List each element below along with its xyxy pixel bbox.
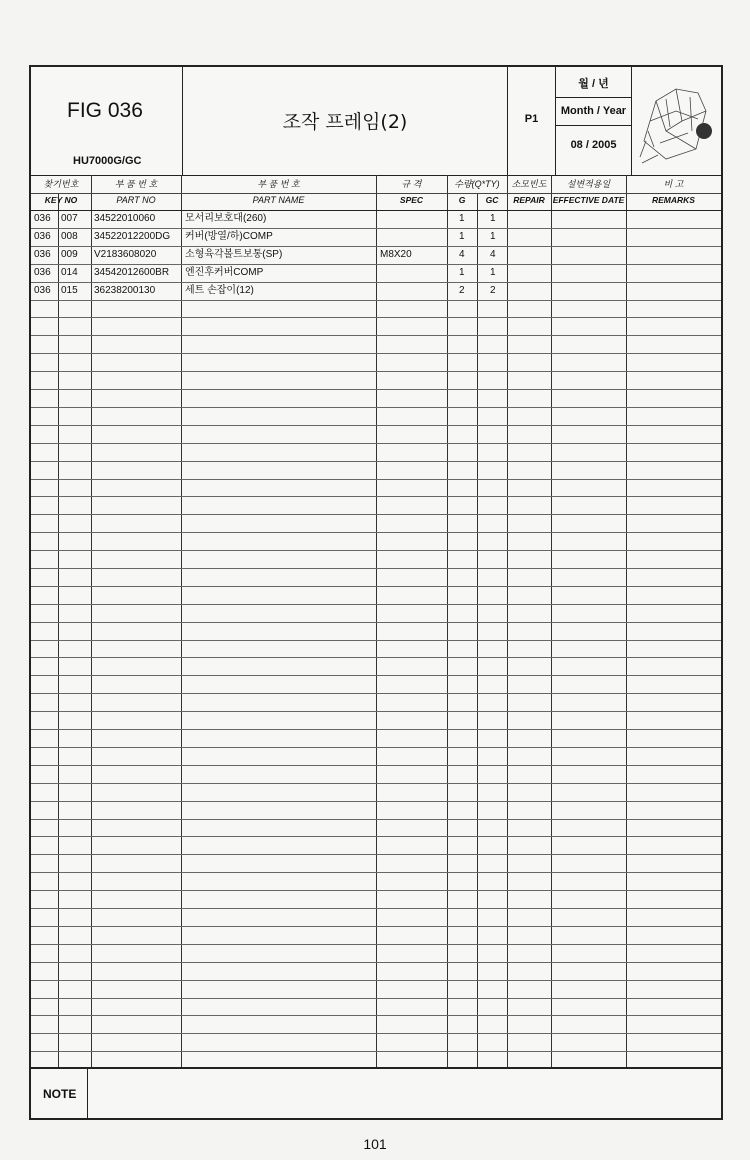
col-partno-ko: 부 품 번 호 bbox=[114, 179, 158, 189]
row-rule bbox=[31, 335, 721, 336]
row-rule bbox=[31, 675, 721, 676]
row-qty-g: 1 bbox=[459, 267, 465, 278]
col-repair-en: REPAIR bbox=[513, 195, 545, 205]
row-qty-g: 4 bbox=[459, 249, 465, 260]
column-divider bbox=[477, 193, 478, 1067]
note-label-cell bbox=[31, 1069, 88, 1120]
sheet-header bbox=[31, 67, 721, 176]
row-rule bbox=[31, 443, 721, 444]
row-rule bbox=[31, 622, 721, 623]
row-qty-g: 1 bbox=[459, 231, 465, 242]
row-rule bbox=[31, 872, 721, 873]
row-key: 008 bbox=[61, 231, 78, 242]
row-rule bbox=[31, 604, 721, 605]
parts-list-sheet bbox=[29, 65, 723, 1120]
header-divider bbox=[31, 193, 721, 194]
column-divider bbox=[626, 175, 627, 1067]
machine-diagram-thumbnail-icon bbox=[632, 67, 721, 175]
month-year-en: Month / Year bbox=[560, 105, 627, 117]
row-part-no: 34522010060 bbox=[94, 213, 156, 224]
row-fig: 036 bbox=[34, 213, 51, 224]
col-eff-en: EFFECTIVE DATE bbox=[552, 195, 625, 205]
column-divider bbox=[181, 175, 182, 1067]
row-fig: 036 bbox=[34, 249, 51, 260]
row-rule bbox=[31, 532, 721, 533]
month-year-ko: 월 / 년 bbox=[578, 78, 609, 90]
row-rule bbox=[31, 819, 721, 820]
row-rule bbox=[31, 765, 721, 766]
row-rule bbox=[31, 1033, 721, 1034]
row-rule bbox=[31, 425, 721, 426]
col-qty-ko: 수량(Q*TY) bbox=[454, 179, 500, 189]
col-partname-ko: 부 품 번 호 bbox=[257, 179, 300, 189]
row-rule bbox=[31, 407, 721, 408]
row-part-name: 커버(방열/하)COMP bbox=[185, 231, 273, 242]
col-repair-ko: 소모빈도 bbox=[511, 179, 547, 189]
col-key-ko: 찾기번호 bbox=[43, 179, 79, 189]
row-rule bbox=[31, 854, 721, 855]
row-part-name: 소형육각볼트보통(SP) bbox=[185, 249, 283, 260]
row-part-no: 36238200130 bbox=[94, 285, 156, 296]
row-rule bbox=[31, 711, 721, 712]
col-spec-en: SPEC bbox=[399, 195, 424, 205]
page-code: P1 bbox=[524, 113, 539, 125]
row-part-no: V2183608020 bbox=[94, 249, 157, 260]
row-qty-gc: 1 bbox=[490, 267, 496, 278]
column-divider bbox=[91, 175, 92, 1067]
col-qty-gc: GC bbox=[485, 195, 499, 205]
row-qty-gc: 1 bbox=[490, 231, 496, 242]
title-cell bbox=[183, 67, 508, 175]
col-qty-g: G bbox=[458, 195, 466, 205]
row-rule bbox=[31, 801, 721, 802]
row-spec: M8X20 bbox=[380, 249, 412, 260]
row-key: 015 bbox=[61, 285, 78, 296]
note-label: NOTE bbox=[43, 1087, 77, 1101]
date-cell bbox=[556, 67, 632, 175]
col-spec-ko: 규 격 bbox=[401, 179, 422, 189]
header-bottom-rule bbox=[31, 210, 721, 211]
parts-table bbox=[31, 175, 721, 1067]
row-fig: 036 bbox=[34, 285, 51, 296]
row-rule bbox=[31, 371, 721, 372]
row-rule bbox=[31, 908, 721, 909]
col-key-en: KEY NO bbox=[44, 195, 78, 205]
page-cell bbox=[508, 67, 556, 175]
section-title: 조작 프레임(2) bbox=[282, 111, 408, 133]
row-rule bbox=[31, 926, 721, 927]
row-key: 014 bbox=[61, 267, 78, 278]
row-fig: 036 bbox=[34, 267, 51, 278]
row-rule bbox=[31, 246, 721, 247]
issue-date: 08 / 2005 bbox=[570, 139, 617, 151]
row-rule bbox=[31, 461, 721, 462]
row-rule bbox=[31, 640, 721, 641]
column-divider bbox=[551, 175, 552, 1067]
row-rule bbox=[31, 353, 721, 354]
col-partname-en: PART NAME bbox=[252, 195, 305, 205]
row-rule bbox=[31, 729, 721, 730]
row-rule bbox=[31, 1015, 721, 1016]
column-divider bbox=[58, 193, 59, 1067]
row-rule bbox=[31, 998, 721, 999]
row-rule bbox=[31, 944, 721, 945]
row-rule bbox=[31, 514, 721, 515]
note-area bbox=[31, 1067, 721, 1120]
row-part-name: 엔진후커버COMP bbox=[185, 267, 264, 278]
row-qty-g: 2 bbox=[459, 285, 465, 296]
row-rule bbox=[31, 568, 721, 569]
row-qty-gc: 1 bbox=[490, 213, 496, 224]
row-rule bbox=[31, 317, 721, 318]
page-number: 101 bbox=[363, 1136, 387, 1152]
row-rule bbox=[31, 836, 721, 837]
row-rule bbox=[31, 962, 721, 963]
model-name: HU7000G/GC bbox=[73, 155, 142, 167]
row-part-no: 34542012600BR bbox=[94, 267, 170, 278]
row-key: 009 bbox=[61, 249, 78, 260]
row-rule bbox=[31, 479, 721, 480]
figure-cell bbox=[31, 67, 183, 175]
col-remarks-en: REMARKS bbox=[652, 195, 695, 205]
row-rule bbox=[31, 693, 721, 694]
row-rule bbox=[31, 747, 721, 748]
row-rule bbox=[31, 890, 721, 891]
row-rule bbox=[31, 657, 721, 658]
row-qty-gc: 2 bbox=[490, 285, 496, 296]
col-partno-en: PART NO bbox=[116, 195, 156, 205]
row-rule bbox=[31, 980, 721, 981]
row-qty-g: 1 bbox=[459, 213, 465, 224]
row-rule bbox=[31, 550, 721, 551]
row-part-no: 34522012200DG bbox=[94, 231, 171, 242]
row-rule bbox=[31, 282, 721, 283]
row-rule bbox=[31, 783, 721, 784]
row-qty-gc: 4 bbox=[490, 249, 496, 260]
col-remarks-ko: 비 고 bbox=[663, 179, 684, 189]
row-rule bbox=[31, 228, 721, 229]
row-rule bbox=[31, 300, 721, 301]
row-part-name: 세트 손잡이(12) bbox=[185, 285, 254, 296]
row-rule bbox=[31, 389, 721, 390]
col-eff-ko: 설변적용일 bbox=[566, 179, 611, 189]
row-rule bbox=[31, 264, 721, 265]
row-rule bbox=[31, 1051, 721, 1052]
figure-number: FIG 036 bbox=[67, 99, 143, 122]
row-rule bbox=[31, 586, 721, 587]
column-divider bbox=[507, 175, 508, 1067]
row-fig: 036 bbox=[34, 231, 51, 242]
row-key: 007 bbox=[61, 213, 78, 224]
row-part-name: 모서리보호대(260) bbox=[185, 213, 267, 224]
row-rule bbox=[31, 496, 721, 497]
column-divider bbox=[376, 175, 377, 1067]
column-divider bbox=[447, 175, 448, 1067]
